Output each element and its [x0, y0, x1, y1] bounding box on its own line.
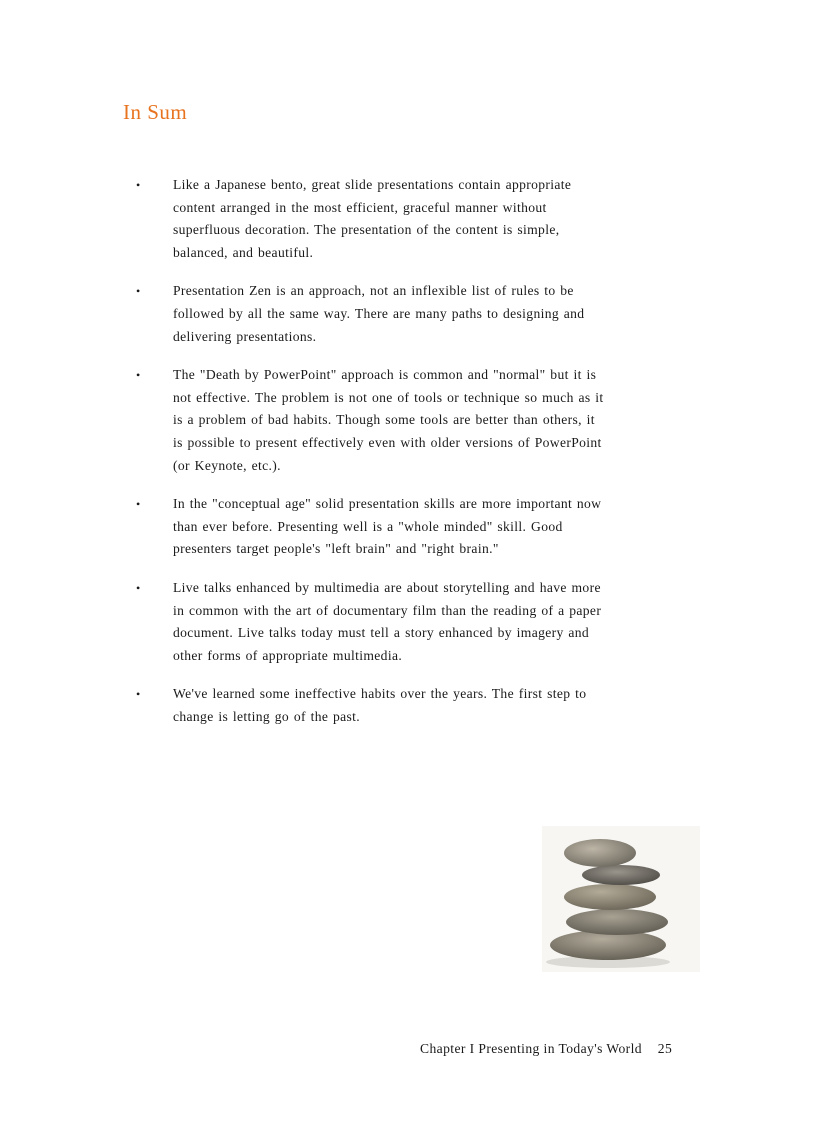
list-item-text: Like a Japanese bento, great slide presentations contain appropriate content arranged in the most efficient, graceful manner without superfluous decoration. The presentation of the content is simple, balanced, and beautiful.: [173, 177, 572, 260]
list-item: [136, 174, 606, 264]
bullet-icon: •: [136, 687, 141, 702]
list-item-text: In the "conceptual age" solid presentation skills are more important now than ever before. Presenting well is a "whole minded" skill. Good presenters target people's "left brain" and "right brain.": [173, 496, 602, 557]
list-item-text: Presentation Zen is an approach, not an inflexible list of rules to be followed by all the same way. There are many paths to designing and delivering presentations.: [173, 283, 585, 344]
page-number: 25: [657, 1041, 673, 1056]
list-item: [136, 577, 606, 667]
list-item-text: Live talks enhanced by multimedia are about storytelling and have more in common with the art of documentary film than the reading of a paper document. Live talks today must tell a story enhanced by imagery and other forms of appropriate multimedia.: [173, 579, 602, 663]
stacked-stones-image: [542, 826, 700, 972]
page-footer: [420, 1041, 672, 1057]
list-item: [136, 364, 606, 477]
bullet-icon: •: [136, 178, 141, 192]
bullet-icon: •: [136, 368, 141, 383]
bullet-icon: •: [136, 580, 141, 595]
page-title: In Sum: [123, 100, 188, 124]
list-item: [136, 683, 606, 728]
list-item-text: We've learned some ineffective habits over the years. The first step to change is letting go of the past.: [173, 686, 587, 724]
summary-list: [136, 174, 606, 744]
list-item-text: The "Death by PowerPoint" approach is common and "normal" but it is not effective. The problem is not one of tools or technique so much as it is a problem of bad habits. Though some tools are better than others, it is possible to present effectively even with older versions of PowerPoint (or Keynote, etc.).: [173, 367, 604, 473]
list-item: [136, 493, 606, 561]
bullet-icon: •: [136, 497, 141, 512]
bullet-icon: •: [136, 284, 141, 299]
list-item: [136, 280, 606, 348]
chapter-title: Chapter I Presenting in Today's World: [420, 1041, 642, 1056]
